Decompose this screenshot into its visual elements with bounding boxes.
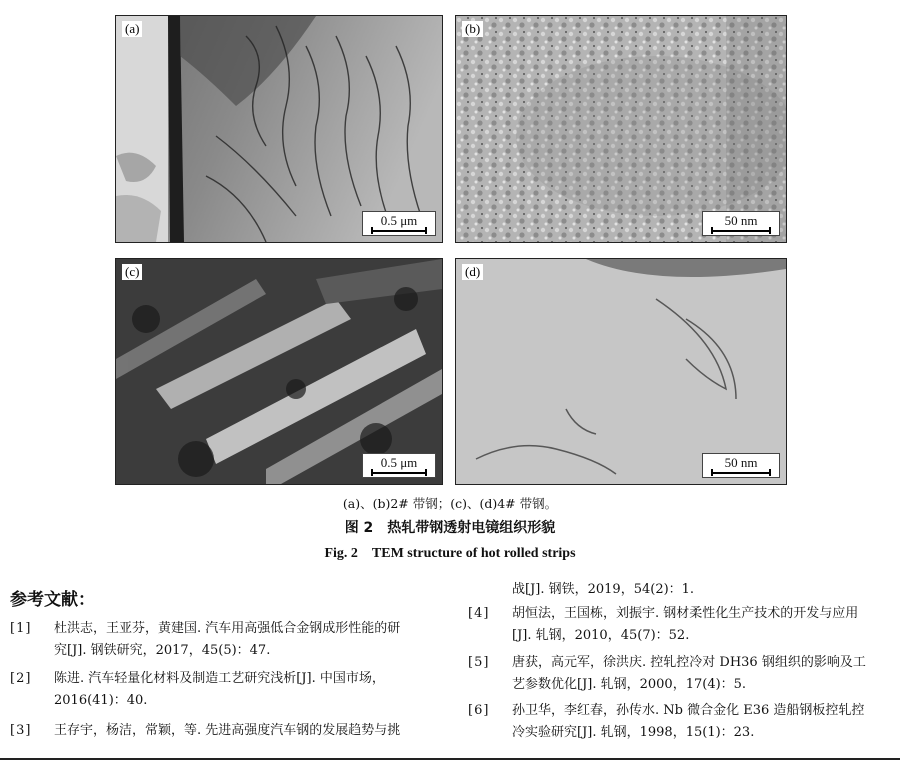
- scale-text-a: 0.5 μm: [380, 213, 418, 228]
- scale-box-c: [362, 453, 436, 478]
- references-heading: 参考文献：: [10, 590, 95, 610]
- scale-bar-a: [371, 230, 427, 232]
- reference-text-line2: 艺参数优化[J]. 轧钢，2000，17(4)：5.: [512, 677, 747, 692]
- reference-item: [468, 652, 896, 696]
- scale-bar-b: [711, 230, 771, 232]
- scale-box-b: [702, 211, 780, 236]
- reference-text-line1: 王存宇，杨洁，常颖，等. 先进高强度汽车钢的发展趋势与挑: [54, 723, 401, 738]
- figure-caption-en: Fig. 2 TEM structure of hot rolled strips: [324, 546, 576, 561]
- reference-text-line1: 孙卫华，李红春，孙传水. Nb 微合金化 E36 造船钢板控轧控: [512, 703, 865, 718]
- scale-bar-c: [371, 472, 427, 474]
- tem-image-a: [116, 16, 442, 242]
- tem-panel-d: [455, 258, 787, 485]
- tem-panel-a: [115, 15, 443, 243]
- scale-text-c: 0.5 μm: [380, 455, 418, 470]
- scale-text-b: 50 nm: [724, 213, 758, 228]
- reference-text-line2: 究[J]. 钢铁研究，2017，45(5)：47.: [54, 643, 271, 658]
- reference-number: [6]: [468, 703, 490, 718]
- reference-item: [10, 720, 450, 742]
- panel-label-b: (b): [462, 21, 483, 37]
- reference-text-line1: 陈进. 汽车轻量化材料及制造工艺研究浅析[J]. 中国市场，: [54, 671, 385, 686]
- tem-image-c: [116, 259, 442, 484]
- reference-text-line1: 唐获，高元军，徐洪庆. 控轧控冷对 DH36 钢组织的影响及工: [512, 655, 866, 670]
- reference-item: [468, 603, 896, 647]
- figure-caption-cn: 图 2 热轧带钢透射电镜组织形貌: [344, 520, 556, 536]
- reference-text-line1: 胡恒法，王国栋，刘振宇. 钢材柔性化生产技术的开发与应用: [512, 606, 859, 621]
- reference-item: [10, 618, 450, 662]
- reference-number: [5]: [468, 655, 490, 670]
- reference-item: [10, 668, 450, 712]
- panel-label-c: (c): [122, 264, 142, 280]
- tem-image-d: [456, 259, 786, 484]
- scale-text-d: 50 nm: [724, 455, 758, 470]
- reference-number: [3]: [10, 723, 32, 738]
- panel-label-a: (a): [122, 21, 142, 37]
- scale-bar-d: [711, 472, 771, 474]
- tem-panel-c: [115, 258, 443, 485]
- tem-panel-b: [455, 15, 787, 243]
- scale-box-a: [362, 211, 436, 236]
- reference-number: [2]: [10, 671, 32, 686]
- reference-text-line2: 冷实验研究[J]. 轧钢，1998，15(1)：23.: [512, 725, 755, 740]
- reference-number: [1]: [10, 621, 32, 636]
- reference-text-line2: 2016(41)：40.: [54, 693, 148, 708]
- reference-text-line1: 杜洪志，王亚芬，黄建国. 汽车用高强低合金钢成形性能的研: [54, 621, 401, 636]
- reference-continuation: 战[J]. 钢铁，2019，54(2)：1.: [512, 582, 695, 597]
- reference-number: [4]: [468, 606, 490, 621]
- scale-box-d: [702, 453, 780, 478]
- figure-subcaption: (a)、(b)2# 带钢；(c)、(d)4# 带钢。: [342, 496, 558, 511]
- reference-item: [468, 700, 896, 744]
- reference-text-line2: [J]. 轧钢，2010，45(7)：52.: [512, 628, 690, 643]
- tem-image-b: [456, 16, 786, 242]
- panel-label-d: (d): [462, 264, 483, 280]
- bottom-rule: [0, 758, 900, 760]
